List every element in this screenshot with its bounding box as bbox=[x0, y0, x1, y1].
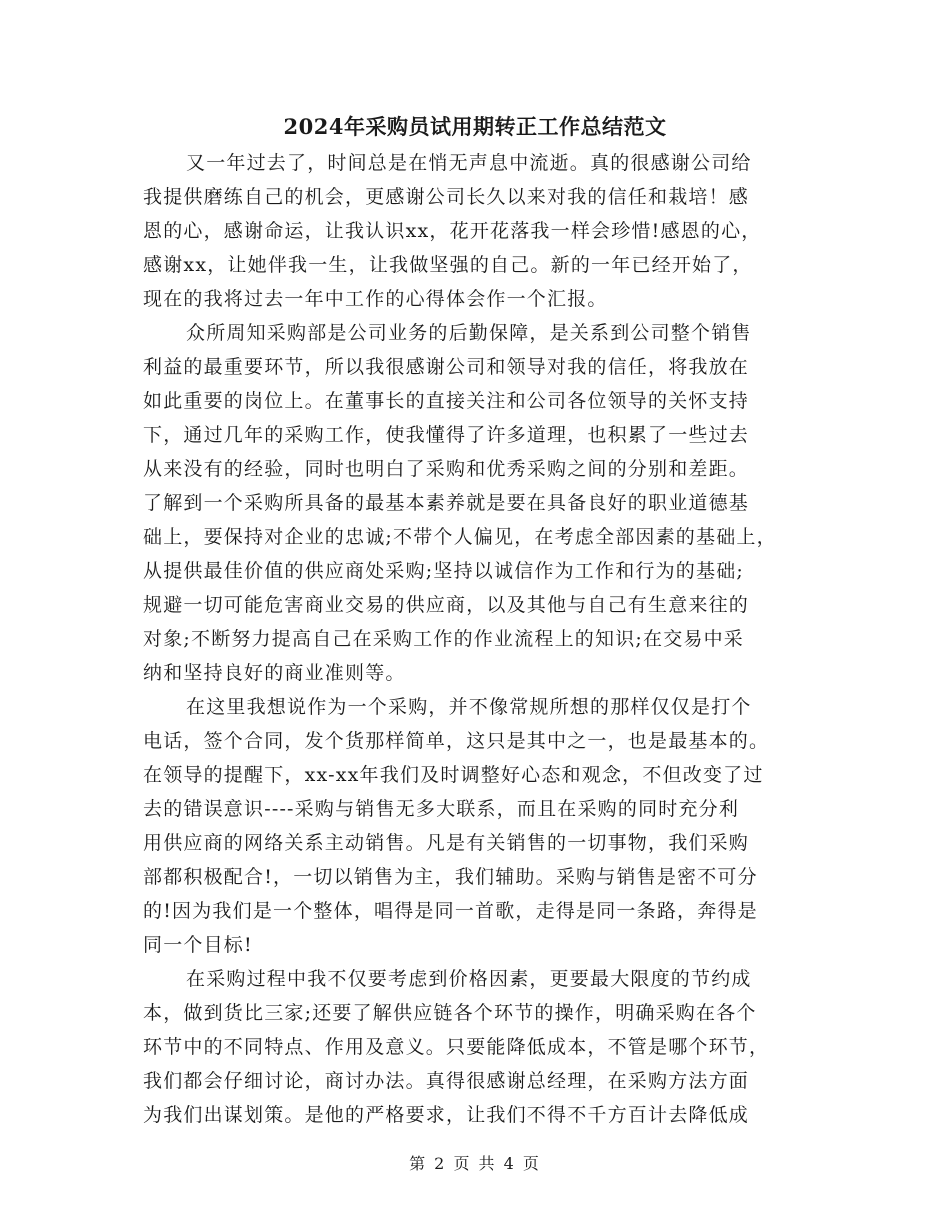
body-line: 从来没有的经验，同时也明白了采购和优秀采购之间的分别和差距。 bbox=[143, 458, 750, 480]
body-line: 同一个目标! bbox=[143, 934, 253, 956]
body-line: 规避一切可能危害商业交易的供应商，以及其他与自己有生意来往的 bbox=[143, 594, 750, 616]
body-line: 我们都会仔细讨论，商讨办法。真得很感谢总经理，在采购方法方面 bbox=[143, 1070, 750, 1092]
body-line: 从提供最佳价值的供应商处采购;坚持以诚信作为工作和行为的基础; bbox=[143, 560, 745, 582]
body-line: 为我们出谋划策。是他的严格要求，让我们不得不千方百计去降低成 bbox=[143, 1104, 750, 1126]
document-title: 2024年采购员试用期转正工作总结范文 bbox=[283, 114, 667, 139]
body-line: 感谢xx，让她伴我一生，让我做坚强的自己。新的一年已经开始了， bbox=[143, 254, 753, 276]
body-line: 现在的我将过去一年中工作的心得体会作一个汇报。 bbox=[143, 288, 608, 310]
body-line: 下，通过几年的采购工作，使我懂得了许多道理，也积累了一些过去 bbox=[143, 424, 750, 446]
page-number-footer: 第 2 页 共 4 页 bbox=[409, 1154, 541, 1173]
body-line: 在采购过程中我不仅要考虑到价格因素，更要最大限度的节约成 bbox=[186, 968, 752, 990]
body-line: 用供应商的网络关系主动销售。凡是有关销售的一切事物，我们采购 bbox=[143, 832, 750, 854]
body-line: 利益的最重要环节，所以我很感谢公司和领导对我的信任，将我放在 bbox=[143, 356, 750, 378]
body-line: 在这里我想说作为一个采购，并不像常规所想的那样仅仅是打个 bbox=[186, 696, 752, 718]
body-line: 电话，签个合同，发个货那样简单，这只是其中之一，也是最基本的。 bbox=[143, 730, 770, 752]
body-line: 部都积极配合!，一切以销售为主，我们辅助。采购与销售是密不可分 bbox=[143, 866, 758, 888]
body-line: 对象;不断努力提高自己在采购工作的作业流程上的知识;在交易中采 bbox=[143, 628, 745, 650]
body-line: 我提供磨练自己的机会，更感谢公司长久以来对我的信任和栽培！感 bbox=[143, 186, 750, 208]
body-line: 如此重要的岗位上。在董事长的直接关注和公司各位领导的关怀支持 bbox=[143, 390, 750, 412]
body-line: 了解到一个采购所具备的最基本素养就是要在具备良好的职业道德基 bbox=[143, 492, 750, 514]
body-line: 的!因为我们是一个整体，唱得是同一首歌，走得是同一条路，奔得是 bbox=[143, 900, 758, 922]
body-line: 恩的心，感谢命运，让我认识xx，花开花落我一样会珍惜!感恩的心， bbox=[143, 220, 762, 242]
body-line: 纳和坚持良好的商业准则等。 bbox=[143, 662, 406, 684]
body-line: 众所周知采购部是公司业务的后勤保障，是关系到公司整个销售 bbox=[186, 322, 752, 344]
body-line: 本，做到货比三家;还要了解供应链各个环节的操作，明确采购在各个 bbox=[143, 1002, 757, 1024]
body-line: 础上，要保持对企业的忠诚;不带个人偏见，在考虑全部因素的基础上， bbox=[143, 526, 777, 548]
body-line: 环节中的不同特点、作用及意义。只要能降低成本，不管是哪个环节， bbox=[143, 1036, 770, 1058]
body-line: 又一年过去了，时间总是在悄无声息中流逝。真的很感谢公司给 bbox=[186, 152, 752, 174]
body-line: 去的错误意识----采购与销售无多大联系，而且在采购的同时充分利 bbox=[143, 798, 740, 820]
body-line: 在领导的提醒下，xx-xx年我们及时调整好心态和观念，不但改变了过 bbox=[143, 764, 764, 786]
